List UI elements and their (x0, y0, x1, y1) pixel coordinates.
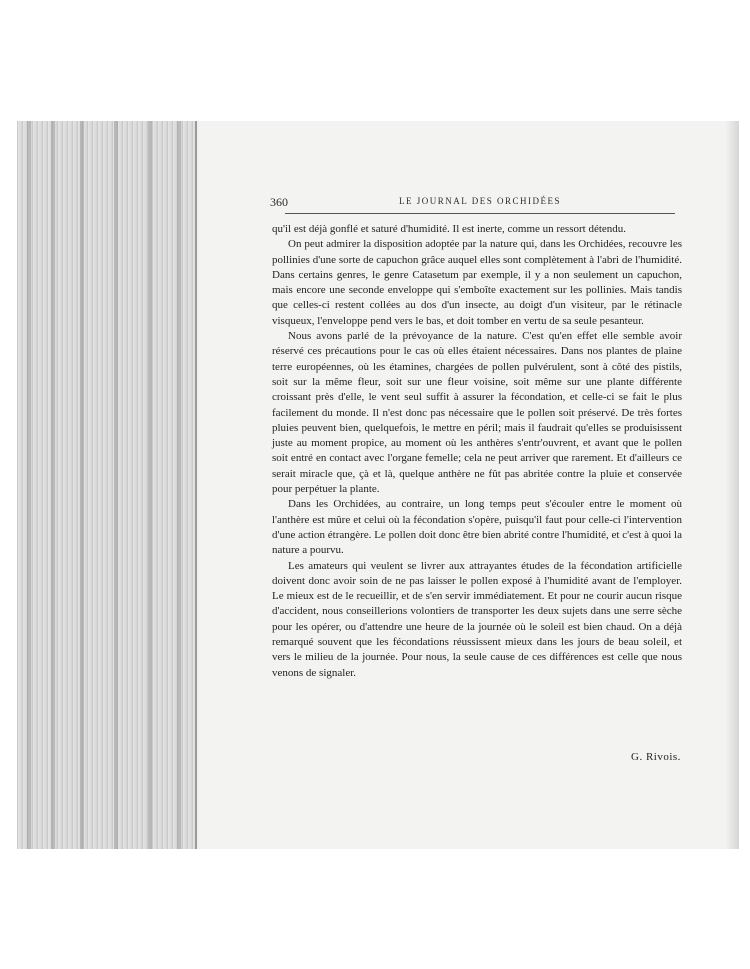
paragraph-continuation: qu'il est déjà gonflé et saturé d'humidité. Il est inerte, comme un ressort détendu. (272, 223, 627, 235)
paragraph: Nous avons parlé de la prévoyance de la nature. C'est qu'en effet elle semble avoir réservé ces précautions pour le cas où elles étaient nécessaires. Dans nos plantes de plaine terre européennes, où les étamines, chargées de pollen pulvérulent, sont à côté des pistils, soit sur la même fleur, soit sur une fleur voisine, soit même sur une plante différente croissant près d'elle, le vent seul suffit à assurer la fécondation, et celle-ci se fait le plus facilement du monde. Il n'est donc pas nécessaire que le pollen soit préservé. De très fortes pluies peuvent bien, quelquefois, le mettre en péril; mais il faudrait qu'elles se produisissent juste au moment propice, au moment où les anthères s'entr'ouvrent, et avant que le pollen soit entré en contact avec l'organe femelle; cela ne peut arriver que rarement. Et d'ailleurs ce serait miracle que, çà et là, quelque anthère ne fût pas abritée contre la pluie et conservée pour perpétuer la plante. (272, 330, 682, 496)
book-fore-edge (17, 121, 197, 849)
book-page (199, 121, 739, 849)
paragraph: Les amateurs qui veulent se livrer aux attrayantes études de la fécondation artificielle doivent donc avoir soin de ne pas laisser le pollen exposé à l'humidité avant de l'employer. Le mieux est de le recueillir, et de s'en servir immédiatement. Et pour ne courir aucun risque d'accident, nous conseillerions volontiers de transporter les deux sujets dans une serre sèche pour les opérer, ou d'attendre une heure de la journée où le soleil est bien chaud. On a déjà remarqué souvent que les fécondations réussissent mieux dans les jours de beau soleil, et vers le milieu de la journée. Pour nous, la seule cause de ces différences est celle que nous venons de signaler. (272, 559, 682, 679)
running-header (270, 195, 675, 214)
paragraph: On peut admirer la disposition adoptée par la nature qui, dans les Orchidées, recouvre les pollinies d'une sorte de capuchon grâce auquel elles sont complètement à l'abri de l'humidité. Dans certains genres, le genre Catasetum par exemple, il y a non seulement un capuchon, mais encore une seconde enveloppe qui s'emboîte exactement sur les pollinies. Mais tandis que celles-ci restent collées au dos d'un insecte, au doigt d'un visiteur, par le rétinacle visqueux, l'enveloppe pend vers le bas, et doit tomber en vertu de sa seule pesanteur. (272, 238, 682, 327)
author-signature: G. Rivois. (631, 751, 681, 763)
journal-title: LE JOURNAL DES ORCHIDÉES (399, 196, 561, 206)
paragraph: Dans les Orchidées, au contraire, un long temps peut s'écouler entre le moment où l'anthère est mûre et celui où la fécondation s'opère, puisqu'il faut pour celle-ci l'intervention d'une action étrangère. Le pollen doit donc être bien abrité contre l'humidité, et c'est à quoi la nature a pourvu. (272, 498, 682, 557)
scanned-book-spread (17, 121, 739, 849)
page-number: 360 (270, 195, 288, 209)
page-edge-shadow (725, 121, 739, 849)
article-body (272, 222, 682, 681)
